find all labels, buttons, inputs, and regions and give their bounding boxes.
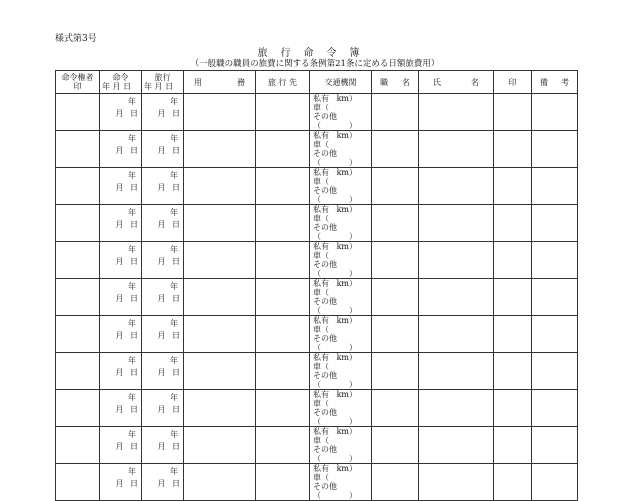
year-label: 年 <box>170 134 178 143</box>
table-row <box>56 316 578 353</box>
transport-cell[interactable] <box>310 316 372 353</box>
other-label: その他 <box>313 112 337 121</box>
remarks-cell[interactable] <box>532 279 578 316</box>
header-name-char1: 氏 <box>433 77 441 87</box>
paren-close: ） <box>349 306 357 315</box>
month-day-label: 月 日 <box>115 183 138 192</box>
travel-date-cell[interactable] <box>142 242 184 279</box>
business-cell[interactable] <box>184 242 256 279</box>
paren-open: （ <box>313 232 321 241</box>
month-day-label: 月 日 <box>157 479 180 488</box>
km-label: km） <box>336 316 357 325</box>
table-row <box>56 353 578 390</box>
month-day-label: 月 日 <box>115 257 138 266</box>
header-order-char2: 令 <box>120 73 129 82</box>
year-label: 年 <box>128 208 136 217</box>
name-cell[interactable] <box>419 427 494 464</box>
transport-cell[interactable] <box>310 464 372 501</box>
travel-date-cell[interactable] <box>142 353 184 390</box>
header-position-char1: 職 <box>380 77 388 87</box>
table-body <box>56 94 578 501</box>
private-car-label: 私有車（ <box>313 427 329 445</box>
business-cell[interactable] <box>184 390 256 427</box>
paren-open: （ <box>313 195 321 204</box>
header-travel-date <box>142 71 184 94</box>
seal-cell[interactable] <box>494 353 532 390</box>
transport-cell[interactable] <box>310 242 372 279</box>
paren-close: ） <box>349 121 357 130</box>
month-day-label: 月 日 <box>115 331 138 340</box>
month-day-label: 月 日 <box>157 220 180 229</box>
km-label: km） <box>336 279 357 288</box>
month-day-label: 月 日 <box>157 442 180 451</box>
paren-open: （ <box>313 343 321 352</box>
km-label: km） <box>336 242 357 251</box>
order-date-cell[interactable] <box>100 279 142 316</box>
month-day-label: 月 日 <box>115 294 138 303</box>
table-row <box>56 205 578 242</box>
paren-close: ） <box>349 454 357 463</box>
paren-close: ） <box>349 232 357 241</box>
travel-date-cell[interactable] <box>142 168 184 205</box>
remarks-cell[interactable] <box>532 131 578 168</box>
private-car-label: 私有車（ <box>313 242 329 260</box>
other-label: その他 <box>313 334 337 343</box>
paren-close: ） <box>349 158 357 167</box>
header-business-char1: 用 <box>194 77 202 87</box>
month-day-label: 月 日 <box>157 183 180 192</box>
seal-cell[interactable] <box>494 427 532 464</box>
month-day-label: 月 日 <box>157 331 180 340</box>
order-date-cell[interactable] <box>100 427 142 464</box>
paren-open: （ <box>313 121 321 130</box>
seal-cell[interactable] <box>494 316 532 353</box>
remarks-cell[interactable] <box>532 242 578 279</box>
position-cell[interactable] <box>372 279 419 316</box>
year-label: 年 <box>128 171 136 180</box>
business-cell[interactable] <box>184 464 256 501</box>
private-car-label: 私有車（ <box>313 279 329 297</box>
destination-cell[interactable] <box>256 279 310 316</box>
destination-cell[interactable] <box>256 353 310 390</box>
private-car-label: 私有車（ <box>313 168 329 186</box>
header-transport: 交通機関 <box>310 71 372 94</box>
header-orderer <box>56 71 100 94</box>
name-cell[interactable] <box>419 131 494 168</box>
position-cell[interactable] <box>372 131 419 168</box>
transport-cell[interactable] <box>310 279 372 316</box>
year-label: 年 <box>128 282 136 291</box>
km-label: km） <box>336 94 357 103</box>
month-day-label: 月 日 <box>115 405 138 414</box>
year-label: 年 <box>128 430 136 439</box>
private-car-label: 私有車（ <box>313 131 329 149</box>
table-row <box>56 94 578 131</box>
business-cell[interactable] <box>184 279 256 316</box>
header-name <box>419 71 494 94</box>
travel-date-cell[interactable] <box>142 390 184 427</box>
private-car-label: 私有車（ <box>313 316 329 334</box>
private-car-label: 私有車（ <box>313 94 329 112</box>
page-title: 旅行命令簿 <box>257 48 373 59</box>
name-cell[interactable] <box>419 390 494 427</box>
destination-cell[interactable] <box>256 464 310 501</box>
orderer-seal-cell[interactable] <box>56 427 100 464</box>
remarks-cell[interactable] <box>532 427 578 464</box>
header-remarks-char2: 考 <box>561 77 569 87</box>
business-cell[interactable] <box>184 316 256 353</box>
orderer-seal-cell[interactable] <box>56 205 100 242</box>
order-date-cell[interactable] <box>100 353 142 390</box>
seal-cell[interactable] <box>494 168 532 205</box>
month-day-label: 月 日 <box>115 220 138 229</box>
position-cell[interactable] <box>372 168 419 205</box>
destination-cell[interactable] <box>256 242 310 279</box>
remarks-cell[interactable] <box>532 390 578 427</box>
travel-date-cell[interactable] <box>142 279 184 316</box>
remarks-cell[interactable] <box>532 316 578 353</box>
travel-date-cell[interactable] <box>142 427 184 464</box>
year-label: 年 <box>128 319 136 328</box>
name-cell[interactable] <box>419 464 494 501</box>
business-cell[interactable] <box>184 94 256 131</box>
header-travel-char2: 行 <box>162 73 171 82</box>
remarks-cell[interactable] <box>532 353 578 390</box>
transport-cell[interactable] <box>310 353 372 390</box>
remarks-cell[interactable] <box>532 205 578 242</box>
table-row <box>56 279 578 316</box>
header-remarks-char1: 備 <box>540 77 548 87</box>
other-label: その他 <box>313 482 337 491</box>
transport-cell[interactable] <box>310 205 372 242</box>
remarks-cell[interactable] <box>532 168 578 205</box>
travel-order-table <box>55 70 578 501</box>
paren-close: ） <box>349 343 357 352</box>
paren-close: ） <box>349 269 357 278</box>
transport-cell[interactable] <box>310 168 372 205</box>
month-day-label: 月 日 <box>115 109 138 118</box>
other-label: その他 <box>313 445 337 454</box>
business-cell[interactable] <box>184 168 256 205</box>
month-day-label: 月 日 <box>157 368 180 377</box>
paren-close: ） <box>349 417 357 426</box>
year-label: 年 <box>170 393 178 402</box>
business-cell[interactable] <box>184 353 256 390</box>
table-row <box>56 464 578 501</box>
paren-close: ） <box>349 195 357 204</box>
header-destination: 旅 行 先 <box>256 71 310 94</box>
header-business <box>184 71 256 94</box>
paren-open: （ <box>313 417 321 426</box>
km-label: km） <box>336 353 357 362</box>
month-day-label: 月 日 <box>115 146 138 155</box>
seal-cell[interactable] <box>494 390 532 427</box>
transport-cell[interactable] <box>310 427 372 464</box>
header-orderer-seal: 印 <box>73 82 82 91</box>
month-day-label: 月 日 <box>157 294 180 303</box>
year-label: 年 <box>128 245 136 254</box>
orderer-seal-cell[interactable] <box>56 464 100 501</box>
orderer-seal-cell[interactable] <box>56 390 100 427</box>
paren-open: （ <box>313 454 321 463</box>
destination-cell[interactable] <box>256 390 310 427</box>
business-cell[interactable] <box>184 427 256 464</box>
header-position <box>372 71 419 94</box>
name-cell[interactable] <box>419 279 494 316</box>
year-label: 年 <box>128 97 136 106</box>
transport-cell[interactable] <box>310 390 372 427</box>
private-car-label: 私有車（ <box>313 390 329 408</box>
name-cell[interactable] <box>419 168 494 205</box>
year-label: 年 <box>170 171 178 180</box>
table-row <box>56 131 578 168</box>
other-label: その他 <box>313 223 337 232</box>
table-row <box>56 242 578 279</box>
year-label: 年 <box>128 467 136 476</box>
seal-cell[interactable] <box>494 94 532 131</box>
transport-cell[interactable] <box>310 131 372 168</box>
month-day-label: 月 日 <box>157 109 180 118</box>
year-label: 年 <box>128 356 136 365</box>
business-cell[interactable] <box>184 205 256 242</box>
paren-close: ） <box>349 380 357 389</box>
month-day-label: 月 日 <box>115 479 138 488</box>
travel-date-cell[interactable] <box>142 131 184 168</box>
table-row <box>56 427 578 464</box>
km-label: km） <box>336 464 357 473</box>
other-label: その他 <box>313 186 337 195</box>
header-name-char2: 名 <box>471 77 479 87</box>
other-label: その他 <box>313 149 337 158</box>
month-day-label: 月 日 <box>157 257 180 266</box>
year-label: 年 <box>170 319 178 328</box>
form-number: 様式第3号 <box>55 34 97 44</box>
position-cell[interactable] <box>372 390 419 427</box>
name-cell[interactable] <box>419 94 494 131</box>
name-cell[interactable] <box>419 353 494 390</box>
other-label: その他 <box>313 408 337 417</box>
name-cell[interactable] <box>419 316 494 353</box>
order-date-cell[interactable] <box>100 464 142 501</box>
destination-cell[interactable] <box>256 131 310 168</box>
order-date-cell[interactable] <box>100 316 142 353</box>
header-travel-char1: 旅 <box>154 73 163 82</box>
position-cell[interactable] <box>372 353 419 390</box>
header-remarks <box>532 71 578 94</box>
travel-date-cell[interactable] <box>142 316 184 353</box>
position-cell[interactable] <box>372 205 419 242</box>
paren-open: （ <box>313 306 321 315</box>
paren-open: （ <box>313 491 321 500</box>
order-date-cell[interactable] <box>100 94 142 131</box>
header-order-ymd: 年 月 日 <box>102 82 132 91</box>
orderer-seal-cell[interactable] <box>56 131 100 168</box>
header-order-date <box>100 71 142 94</box>
header-order-char1: 命 <box>112 73 121 82</box>
remarks-cell[interactable] <box>532 464 578 501</box>
travel-date-cell[interactable] <box>142 94 184 131</box>
business-cell[interactable] <box>184 131 256 168</box>
year-label: 年 <box>128 134 136 143</box>
position-cell[interactable] <box>372 464 419 501</box>
month-day-label: 月 日 <box>157 405 180 414</box>
order-date-cell[interactable] <box>100 131 142 168</box>
header-seal: 印 <box>494 71 532 94</box>
year-label: 年 <box>170 208 178 217</box>
destination-cell[interactable] <box>256 205 310 242</box>
year-label: 年 <box>170 356 178 365</box>
month-day-label: 月 日 <box>115 442 138 451</box>
paren-close: ） <box>349 491 357 500</box>
destination-cell[interactable] <box>256 94 310 131</box>
km-label: km） <box>336 390 357 399</box>
paren-open: （ <box>313 269 321 278</box>
private-car-label: 私有車（ <box>313 353 329 371</box>
km-label: km） <box>336 131 357 140</box>
remarks-cell[interactable] <box>532 94 578 131</box>
year-label: 年 <box>170 467 178 476</box>
year-label: 年 <box>128 393 136 402</box>
other-label: その他 <box>313 260 337 269</box>
header-position-char2: 名 <box>402 77 410 87</box>
destination-cell[interactable] <box>256 168 310 205</box>
seal-cell[interactable] <box>494 205 532 242</box>
header-business-char2: 務 <box>237 77 245 87</box>
name-cell[interactable] <box>419 205 494 242</box>
seal-cell[interactable] <box>494 464 532 501</box>
transport-cell[interactable] <box>310 94 372 131</box>
header-orderer-label: 命令権者 <box>61 73 94 82</box>
orderer-seal-cell[interactable] <box>56 279 100 316</box>
year-label: 年 <box>170 430 178 439</box>
header-row <box>56 71 578 94</box>
position-cell[interactable] <box>372 94 419 131</box>
orderer-seal-cell[interactable] <box>56 168 100 205</box>
table-row <box>56 390 578 427</box>
travel-date-cell[interactable] <box>142 464 184 501</box>
paren-open: （ <box>313 380 321 389</box>
other-label: その他 <box>313 297 337 306</box>
order-date-cell[interactable] <box>100 390 142 427</box>
km-label: km） <box>336 168 357 177</box>
order-date-cell[interactable] <box>100 242 142 279</box>
position-cell[interactable] <box>372 427 419 464</box>
paren-open: （ <box>313 158 321 167</box>
travel-date-cell[interactable] <box>142 205 184 242</box>
year-label: 年 <box>170 245 178 254</box>
year-label: 年 <box>170 282 178 291</box>
header-travel-ymd: 年 月 日 <box>144 82 174 91</box>
km-label: km） <box>336 427 357 436</box>
orderer-seal-cell[interactable] <box>56 242 100 279</box>
seal-cell[interactable] <box>494 131 532 168</box>
order-date-cell[interactable] <box>100 205 142 242</box>
page-subtitle: （一般職の職員の旅費に関する条例第21条に定める日額旅費用） <box>190 59 440 69</box>
seal-cell[interactable] <box>494 279 532 316</box>
private-car-label: 私有車（ <box>313 464 329 482</box>
km-label: km） <box>336 205 357 214</box>
orderer-seal-cell[interactable] <box>56 94 100 131</box>
destination-cell[interactable] <box>256 316 310 353</box>
position-cell[interactable] <box>372 242 419 279</box>
position-cell[interactable] <box>372 316 419 353</box>
orderer-seal-cell[interactable] <box>56 353 100 390</box>
seal-cell[interactable] <box>494 242 532 279</box>
orderer-seal-cell[interactable] <box>56 316 100 353</box>
order-date-cell[interactable] <box>100 168 142 205</box>
destination-cell[interactable] <box>256 427 310 464</box>
year-label: 年 <box>170 97 178 106</box>
table-row <box>56 168 578 205</box>
name-cell[interactable] <box>419 242 494 279</box>
other-label: その他 <box>313 371 337 380</box>
private-car-label: 私有車（ <box>313 205 329 223</box>
month-day-label: 月 日 <box>157 146 180 155</box>
month-day-label: 月 日 <box>115 368 138 377</box>
